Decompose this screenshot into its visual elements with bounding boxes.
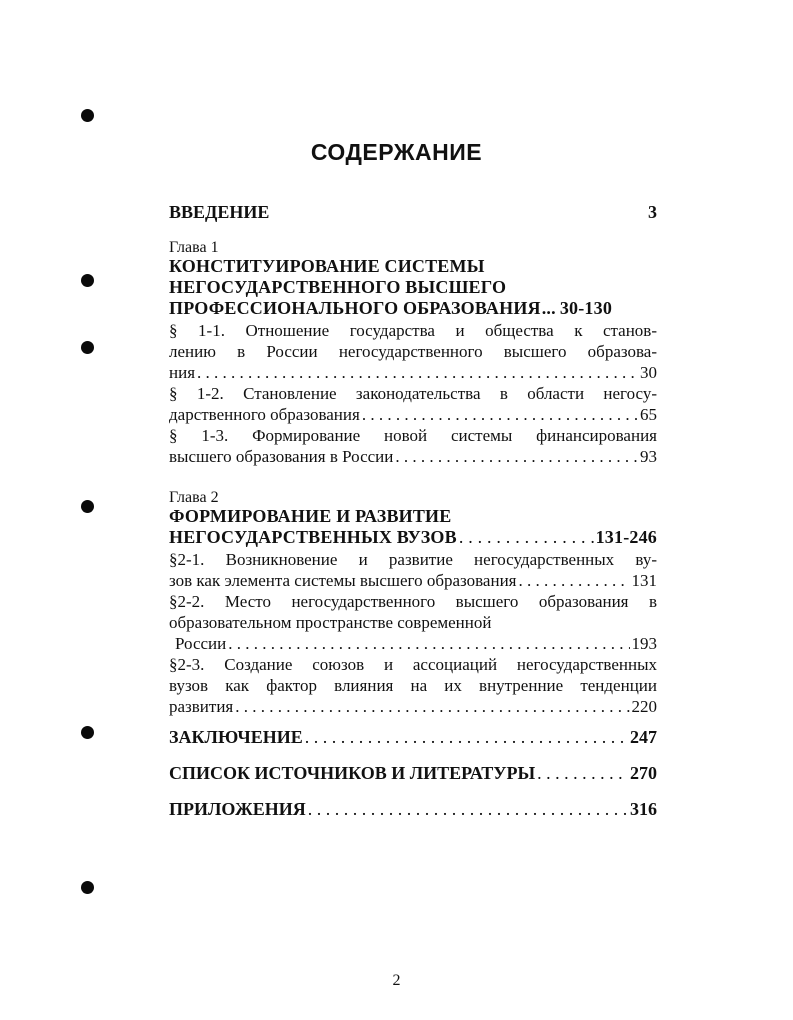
toc-entry-introduction bbox=[169, 202, 657, 223]
toc-section-2-3 bbox=[169, 654, 657, 717]
toc-label: СПИСОК ИСТОЧНИКОВ И ЛИТЕРАТУРЫ bbox=[169, 763, 536, 783]
section-text-line: развития bbox=[169, 697, 234, 716]
toc-page: 270 bbox=[630, 763, 657, 783]
toc-label: ПРИЛОЖЕНИЯ bbox=[169, 799, 306, 819]
section-page: 93 bbox=[640, 447, 657, 466]
toc-entry-conclusion bbox=[169, 727, 657, 748]
section-page: 30 bbox=[640, 363, 657, 382]
toc-chapter-1: Глава 1 КОНСТИТУИРОВАНИЕ СИСТЕМЫ НЕГОСУДАРСТВЕННОГО ВЫСШЕГО ПРОФЕССИОНАЛЬНОГО ОБРАЗОВАНИЯ ... 30-130 § 1-1. Отношение государства и общества к станов- лению в России негосударственного высшего образова- ния . . . 30 § 1-2. Становление законодательства в области негосу- дарственного образования . . . 65 § 1-3. Формирование новой системы финансирования высшего образования в России . . . 93 bbox=[169, 239, 657, 467]
toc-section-1-2 bbox=[169, 383, 657, 425]
toc-entry-sources bbox=[169, 763, 657, 784]
section-text-line: зов как элемента системы высшего образования bbox=[169, 571, 517, 590]
chapter-title-line: НЕГОСУДАРСТВЕННОГО ВЫСШЕГО bbox=[169, 277, 507, 297]
section-text-line: § 1-2. Становление законодательства в области негосу- bbox=[169, 384, 657, 403]
binder-hole bbox=[81, 881, 94, 894]
chapter-title-line: ФОРМИРОВАНИЕ И РАЗВИТИЕ bbox=[169, 506, 452, 526]
toc-chapter-2 bbox=[169, 489, 657, 717]
section-text-line: §2-2. Место негосударственного высшего образования в bbox=[169, 592, 657, 611]
toc-section-1-1 bbox=[169, 320, 657, 383]
chapter-title-line: КОНСТИТУИРОВАНИЕ СИСТЕМЫ bbox=[169, 256, 485, 276]
binder-hole bbox=[81, 726, 94, 739]
page-number: 2 bbox=[392, 972, 401, 989]
chapter-label: Глава 1 bbox=[169, 239, 219, 256]
section-text-line: высшего образования в России bbox=[169, 447, 394, 466]
chapter-pages: 131-246 bbox=[595, 527, 657, 547]
toc-section-2-2 bbox=[169, 591, 657, 654]
toc-entry-appendices bbox=[169, 799, 657, 820]
section-page: 65 bbox=[640, 405, 657, 424]
toc-page: 3 bbox=[648, 202, 657, 222]
toc-page: 316 bbox=[630, 799, 657, 819]
chapter-title-line: НЕГОСУДАРСТВЕННЫХ ВУЗОВ bbox=[169, 527, 457, 547]
section-text-line: ния bbox=[169, 363, 196, 382]
section-text-line: §2-3. Создание союзов и ассоциаций негосударственных bbox=[169, 655, 657, 674]
section-text-line: §2-1. Возникновение и развитие негосударственных ву- bbox=[169, 550, 657, 569]
page-title: СОДЕРЖАНИЕ bbox=[310, 139, 483, 165]
section-text-line: образовательном пространстве современной bbox=[169, 613, 492, 632]
toc-page: 247 bbox=[630, 727, 657, 747]
toc-label: ЗАКЛЮЧЕНИЕ bbox=[169, 727, 303, 747]
section-text-line: лению в России негосударственного высшего образова- bbox=[169, 342, 657, 361]
section-text-line: § 1-3. Формирование новой системы финансирования bbox=[169, 426, 657, 445]
binder-hole bbox=[81, 274, 94, 287]
section-page: 131 bbox=[631, 571, 657, 590]
section-text-line: дарственного образования bbox=[169, 405, 360, 424]
toc-section-2-1 bbox=[169, 549, 657, 591]
toc-section-1-3 bbox=[169, 425, 657, 467]
binder-hole bbox=[81, 500, 94, 513]
section-text-line: § 1-1. Отношение государства и общества к станов- bbox=[169, 321, 657, 340]
binder-hole bbox=[81, 341, 94, 354]
chapter-title-line: ПРОФЕССИОНАЛЬНОГО ОБРАЗОВАНИЯ bbox=[169, 298, 541, 318]
section-text-line: России bbox=[175, 634, 227, 653]
binder-hole bbox=[81, 109, 94, 122]
section-page: 193 bbox=[631, 634, 657, 653]
chapter-label: Глава 2 bbox=[169, 489, 219, 506]
section-page: 220 bbox=[631, 697, 657, 716]
chapter-pages: 30-130 bbox=[559, 298, 613, 318]
section-text-line: вузов как фактор влияния на их внутренние тенденции bbox=[169, 676, 657, 695]
toc-label: ВВЕДЕНИЕ bbox=[169, 202, 270, 222]
